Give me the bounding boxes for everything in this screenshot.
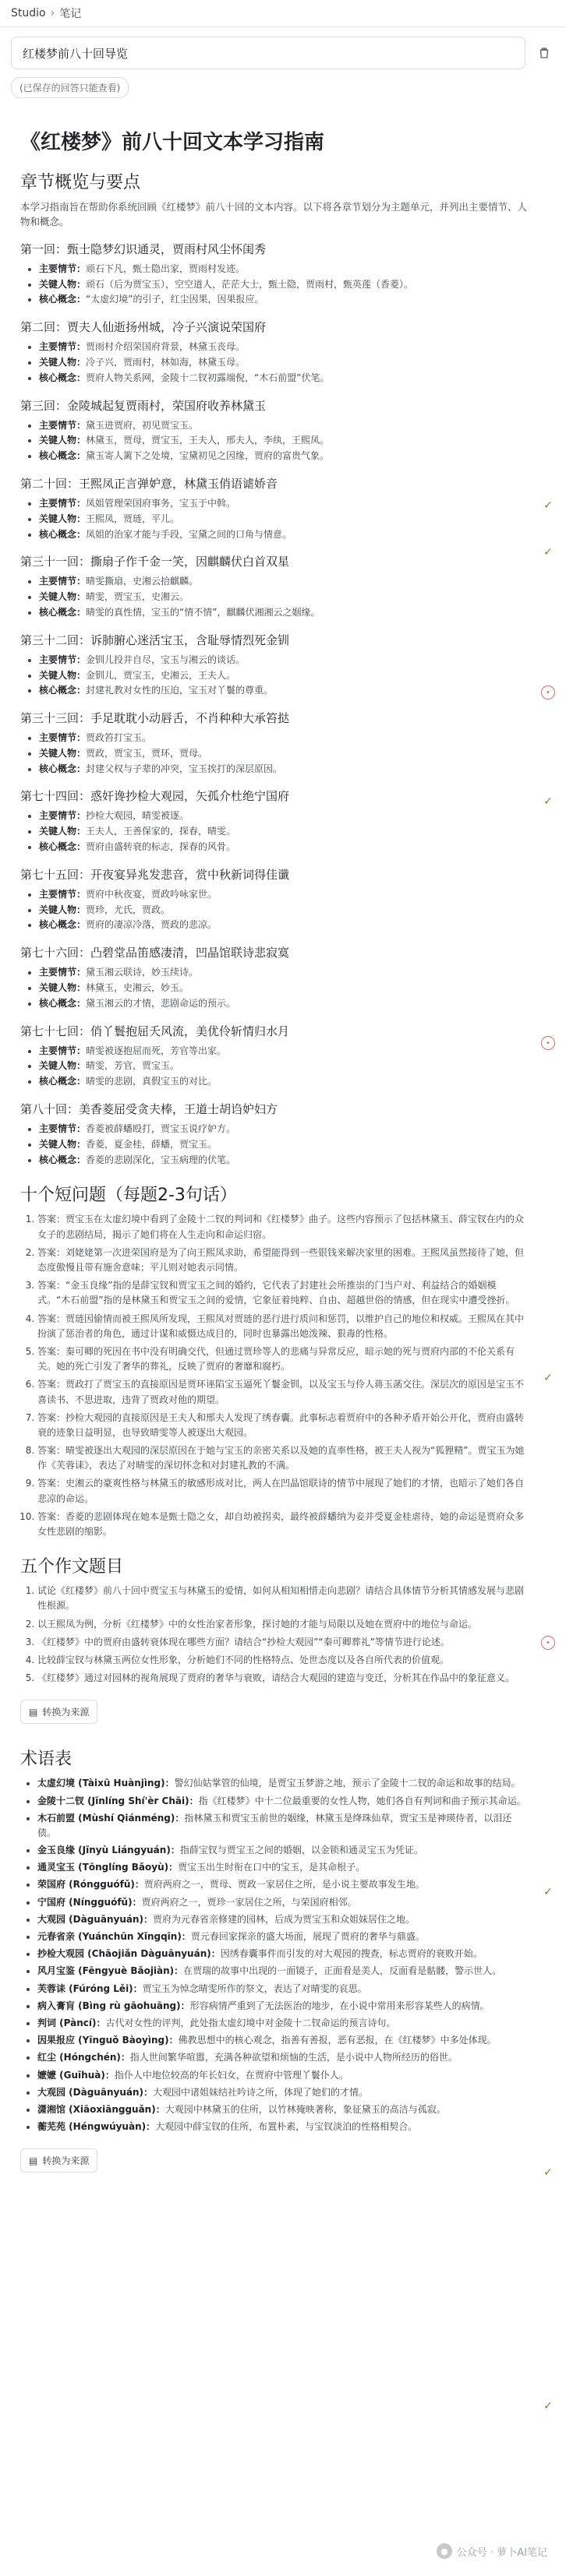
glossary-definition: 指林黛玉和贾宝玉前世的姻缘，林黛玉是绛珠仙草，贾宝玉是神瑛侍者，以泪还债。: [37, 1812, 512, 1838]
chapter-point: [39, 981, 527, 996]
point-label: 核心概念：: [39, 997, 87, 1009]
short-answer-item: 9. 答案：史湘云的豪爽性格与林黛玉的敏感形成对比，两人在凹晶馆联诗的情节中展现了她们的才情，也暗示了她们各自悲凉的命运。: [37, 1476, 527, 1506]
point-label: 主要情节：: [39, 1123, 87, 1135]
point-label: 关键人物：: [39, 1138, 87, 1150]
point-text: 贾府人物关系网，金陵十二钗初露端倪，“木石前盟”伏笔。: [86, 372, 330, 383]
point-text: 晴雯的悲剧，真假宝玉的对比。: [86, 1076, 218, 1087]
glossary-term: 通灵宝玉 (Tōnglíng Bǎoyù)：: [37, 1862, 179, 1873]
point-label: 核心概念：: [39, 294, 87, 305]
chapter-title: 第二十回：王熙凤正言弹妒意，林黛玉俏语谑娇音: [20, 476, 278, 491]
watermark-text: 公众号 · 萝卜AI笔记: [456, 2546, 547, 2559]
glossary-definition: 大观园中诸姐妹结社吟诗之所，体现了她们的才情。: [153, 2086, 369, 2098]
chapter-point: [39, 840, 527, 855]
glossary-term: 木石前盟 (Mùshí Qiánméng)：: [37, 1812, 185, 1824]
point-text: 顽石下凡，甄士隐出家，贾雨村发迹。: [86, 263, 246, 274]
point-text: 黛玉湘云联诗，妙玉续诗。: [86, 967, 199, 978]
glossary-term: 因果报应 (Yīnguǒ Bàoyìng)：: [37, 2035, 179, 2046]
point-text: 封建礼教对女性的压迫，宝玉对丫鬟的尊重。: [86, 685, 274, 696]
convert-label-bottom: 转换为来源: [42, 2155, 90, 2167]
point-text: 贾府由盛转衰的标志，探春的风骨。: [86, 841, 236, 853]
chapter-points: [39, 574, 527, 620]
short-answer-item: 5. 答案：秦可卿的死因在书中没有明确交代，但通过贾珍等人的悲痛与异常反应，暗示她的死与贾府内部的不伦关系有关。她的死亡引发了奢华的葬礼，反映了贾府的奢靡和腐朽。: [37, 1344, 527, 1374]
chapter-point: [39, 496, 527, 512]
chapter-points: [39, 809, 527, 855]
glossary-definition: 古代对女性的评判，此处指太虚幻境中对金陵十二钗命运的预言诗句。: [105, 2017, 396, 2028]
glossary-term: 元春省亲 (Yuánchūn Xǐngqīn)：: [37, 1931, 191, 1942]
chapter-point: [39, 683, 527, 699]
glossary-term: 蘅芜苑 (Héngwúyuàn)：: [37, 2121, 156, 2133]
point-text: 贾府的凄凉冷落，贾政的悲凉。: [86, 919, 218, 931]
essay-item: 2. 以王熙凤为例，分析《红楼梦》中的女性治家者形象，探讨她的才能与局限以及她在贾府中的地位与命运。: [37, 1617, 527, 1632]
essay-item: 3. 《红楼梦》中的贾府由盛转衰体现在哪些方面？请结合“抄检大观园”“秦可卿葬礼”等情节进行论述。: [37, 1635, 527, 1650]
chapter-point: [39, 574, 527, 590]
chapter-point: [39, 1153, 527, 1168]
chapter-title: 第七十四回：惑奸谗抄检大观园，矢孤介杜绝宁国府: [20, 789, 290, 804]
point-label: 主要情节：: [39, 1045, 87, 1056]
short-answer-item: 7. 答案：抄检大观园的直接原因是王夫人和邢夫人发现了绣春囊。此事标志着贾府中的各种矛盾开始公开化，贾府由盛转衰的迹象日益明显，也导致晴雯等人被逐出大观园。: [37, 1411, 527, 1440]
point-text: 黛玉湘云的才情，悲剧命运的预示。: [86, 997, 236, 1009]
chapter-points: [39, 340, 527, 386]
chapter-title: 第七十五回：开夜宴异兆发悲音，赏中秋新词得佳谶: [20, 867, 290, 882]
chapter-point: [39, 277, 527, 293]
saved-readonly-badge: (已保存的回答只能查看): [11, 77, 129, 98]
glossary-term: 抄检大观园 (Chāojiǎn Dàguānyuán)：: [37, 1948, 221, 1960]
chapter-point: [39, 433, 527, 449]
glossary-item: [37, 1776, 527, 1791]
glossary-term: 荣国府 (Róngguófǔ)：: [37, 1879, 144, 1891]
chapter-point: [39, 449, 527, 464]
point-label: 关键人物：: [39, 356, 87, 368]
breadcrumb: [0, 0, 566, 27]
breadcrumb-section: 笔记: [59, 8, 82, 20]
chapter-point: [39, 1074, 527, 1090]
chapter-point: [39, 887, 527, 903]
short-answer-item: 8. 答案：晴雯被逐出大观园的深层原因在于她与宝玉的亲密关系以及她的直率性格，被王夫人视为“狐狸精”。贾宝玉为她作《芙蓉诔》，表达了对晴雯的深切怀念和对封建礼教的不满。: [37, 1443, 527, 1473]
short-answer-item: 4. 答案：贾琏因偷情而被王熙凤所发现，王熙凤对贾琏的恶行进行质问和惩罚，以维护自己的地位和权威。王熙凤在其中扮演了惩治者的角色，通过计谋和威慑达成目的，同时也暴露出她泼辣、狠毒的性格。: [37, 1312, 527, 1341]
glossary-term: 嬷嬷 (Guīhuà)：: [37, 2069, 115, 2081]
point-label: 核心概念：: [39, 1076, 87, 1087]
point-label: 主要情节：: [39, 888, 87, 900]
glossary-item: [37, 1811, 527, 1841]
glossary-definition: 贾府为元春省亲修建的园林，后成为贾宝玉和众姐妹居住之地。: [153, 1913, 416, 1925]
watermark: [437, 2543, 547, 2559]
glossary-definition: 大观园中薛宝钗的住所，布置朴素，与宝钗淡泊的性格相契合。: [155, 2121, 418, 2133]
chapter-points: [39, 653, 527, 699]
feedback-icon[interactable]: ✓: [543, 499, 553, 512]
comment-dot-icon[interactable]: •: [541, 685, 555, 700]
chapter-title: 第八十回：美香菱屈受贪夫棒，王道士胡诌妒妇方: [20, 1102, 278, 1117]
glossary-term: 潇湘馆 (Xiāoxiāngguǎn)：: [37, 2103, 165, 2115]
chapter-point: [39, 731, 527, 746]
chapter-title: 第三十二回：诉肺腑心迷活宝玉，含耻辱情烈死金钏: [20, 633, 290, 647]
glossary-item: [37, 2085, 527, 2100]
short-answer-item: 2. 答案：刘姥姥第一次进荣国府是为了向王熙凤求助，希望能得到一些银钱来解决家里的困难。王熙凤虽然接待了她，但态度傲慢且带有施舍意味；平儿则对她表示同情。: [37, 1246, 527, 1275]
feedback-icon[interactable]: ✓: [543, 2166, 553, 2179]
point-text: 黛玉寄人篱下之处境，宝黛初见之因缘，贾府的富贵气象。: [86, 450, 330, 462]
glossary-item: [37, 2102, 527, 2117]
glossary-definition: 大观园中林黛玉的住所，以竹林掩映著称，象征黛玉的高洁与孤寂。: [164, 2103, 446, 2115]
feedback-icon[interactable]: ✓: [543, 1886, 553, 1898]
glossary-definition: 贾宝玉为悼念晴雯所作的祭文，表达了对晴雯的哀思。: [142, 1982, 367, 1994]
point-text: 晴雯，芳官，贾宝玉。: [86, 1060, 180, 1072]
essay-list: [37, 1584, 527, 1686]
glossary-item: [37, 1982, 527, 1996]
point-label: 关键人物：: [39, 278, 87, 290]
chapter-title: 第七十七回：俏丫鬟抱屈夭风流，美优伶斩情归水月: [20, 1024, 290, 1038]
glossary-item: [37, 1794, 527, 1809]
glossary-definition: 指薛宝钗与贾宝玉之间的婚姻，以金锁和通灵宝玉为凭证。: [179, 1845, 423, 1856]
point-label: 核心概念：: [39, 1154, 87, 1165]
convert-to-source-button-bottom[interactable]: [20, 2148, 97, 2173]
point-label: 主要情节：: [39, 497, 87, 509]
point-label: 关键人物：: [39, 669, 87, 681]
essay-heading: 五个作文题目: [20, 1557, 124, 1577]
chapter-point: [39, 340, 527, 355]
chapter-title: 第二回：贾夫人仙逝扬州城，冷子兴演说荣国府: [20, 320, 267, 335]
point-text: 林黛玉，贾母，贾宝玉，王夫人，邢夫人，李纨，王熙凤。: [86, 435, 330, 446]
chapter-point: [39, 605, 527, 621]
essay-item: 4. 比较薛宝钗与林黛玉两位女性形象，分析她们不同的性格特点、处世态度以及各自所代表的价值观。: [37, 1653, 527, 1668]
glossary-definition: 指仆人中地位较高的年长妇女，在贾府中管理丫鬟仆人。: [114, 2069, 348, 2081]
glossary-term: 红尘 (Hóngchén)：: [37, 2052, 130, 2063]
glossary-item: [37, 1895, 527, 1910]
note-title-bar: [0, 27, 566, 69]
glossary-item: [37, 2016, 527, 2031]
point-label: 主要情节：: [39, 967, 87, 978]
document-icon: ▤: [29, 1706, 38, 1718]
chapter-point: [39, 809, 527, 824]
point-label: 主要情节：: [39, 341, 87, 353]
point-label: 核心概念：: [39, 606, 87, 618]
point-text: 抄检大观园，晴雯被逐。: [86, 810, 189, 822]
glossary-term: 大观园 (Dàguānyuán)：: [37, 1913, 153, 1925]
glossary-definition: 指人世间繁华喧嚣，充满各种欲望和烦恼的生活，是小说中人物所经历的俗世。: [129, 2052, 458, 2063]
glossary-term: 大观园 (Dàguānyuán)：: [37, 2086, 153, 2098]
intro-text: 本学习指南旨在帮助你系统回顾《红楼梦》前八十回的文本内容。以下将各章节划分为主题单元，并列出主要情节、人物和概念。: [20, 201, 528, 228]
short-answer-item: 6. 答案：贾政打了贾宝玉的直接原因是贾环诬陷宝玉逼死丫鬟金钏，以及宝玉与伶人蒋玉菡交往。深层次的原因是宝玉不喜读书、不思进取，违背了贾政对他的期望。: [37, 1377, 527, 1407]
glossary-term: 风月宝鉴 (Fēngyuè Bǎojiàn)：: [37, 1965, 184, 1977]
chapter-point: [39, 292, 527, 308]
point-text: 晴雯被逐抱屈而死，芳官等出家。: [86, 1045, 227, 1056]
glossary-item: [37, 2120, 527, 2134]
point-label: 关键人物：: [39, 826, 87, 837]
point-text: 贾珍，尤氏，贾政。: [86, 904, 171, 915]
chapter-title: 第一回：甄士隐梦幻识通灵，贾雨村风尘怀闺秀: [20, 241, 267, 256]
point-text: 顽石（后为贾宝玉），空空道人，茫茫大士，甄士隐，贾雨村，甄英莲（香菱）。: [86, 278, 414, 290]
glossary-list: [37, 1776, 527, 2134]
chapter-point: [39, 762, 527, 777]
glossary-item: [37, 2068, 527, 2083]
chapter-point: [39, 1059, 527, 1074]
note-title-text: 红楼梦前八十回导览: [23, 46, 129, 61]
point-label: 关键人物：: [39, 1060, 87, 1072]
doc-title: 《红楼梦》前八十回文本学习指南: [20, 131, 325, 154]
glossary-definition: 形容病情严重到了无法医治的地步，在小说中常用来形容某些人的病情。: [189, 2000, 490, 2011]
chapter-point: [39, 965, 527, 981]
point-text: 香菱，夏金桂，薛蟠，贾宝玉。: [86, 1138, 218, 1150]
point-label: 关键人物：: [39, 435, 87, 446]
point-text: 金钏儿，贾宝玉，史湘云，王夫人。: [86, 669, 236, 681]
chapter-points: [39, 887, 527, 933]
point-text: 晴雯，贾宝玉，史湘云。: [86, 591, 189, 603]
glossary-term: 病入膏肓 (Bìng rù gāohuāng)：: [37, 2000, 190, 2011]
point-text: 冷子兴，贾雨村，林如海，林黛玉母。: [86, 356, 246, 368]
glossary-term: 芙蓉诔 (Fúróng Lěi)：: [37, 1982, 143, 1994]
point-text: 林黛玉，史湘云，妙玉。: [86, 982, 189, 994]
chapter-title: 第三回：金陵城起复贾雨村，荣国府收养林黛玉: [20, 398, 267, 413]
point-label: 关键人物：: [39, 904, 87, 915]
point-label: 核心概念：: [39, 685, 87, 696]
glossary-term: 宁国府 (Níngguófǔ)：: [37, 1896, 142, 1908]
point-label: 核心概念：: [39, 372, 87, 383]
chapter-point: [39, 527, 527, 543]
glossary-definition: 指《红楼梦》中十二位最重要的女性人物，她们各自有判词和曲子预示其命运。: [198, 1795, 526, 1806]
essay-item: 5. 《红楼梦》通过对园林的视角展现了贾府的奢华与衰败，请结合大观园的建造与变迁，分析其在作品中的象征意义。: [37, 1671, 527, 1686]
point-label: 关键人物：: [39, 591, 87, 603]
chapter-points: [39, 418, 527, 464]
point-text: 封建父权与子辈的冲突，宝玉挨打的深层原因。: [86, 763, 283, 774]
short-answer-item: 3. 答案：“金玉良缘”指的是薛宝钗和贾宝玉之间的婚约，它代表了封建社会所推崇的门当户对、利益结合的婚姻模式。“木石前盟”指的是林黛玉和贾宝玉之间的爱情，它象征着纯粹、自由、超越世俗的情感，但在现实中遭受挫折。: [37, 1278, 527, 1308]
chapter-point: [39, 512, 527, 527]
glossary-term: 金陵十二钗 (Jīnlíng Shí'èr Chāi)：: [37, 1795, 199, 1806]
point-label: 主要情节：: [39, 810, 87, 822]
glossary-term: 太虚幻境 (Tàixū Huànjìng)：: [37, 1778, 175, 1789]
glossary-term: 判词 (Pàncí)：: [37, 2017, 106, 2028]
point-text: 王熙凤，贾琏，平儿。: [86, 513, 180, 524]
point-label: 主要情节：: [39, 419, 87, 431]
glossary-definition: 警幻仙姑掌管的仙境，是贾宝玉梦游之地，预示了金陵十二钗的命运和故事的结局。: [174, 1778, 521, 1789]
point-text: 贾雨村介绍荣国府背景，林黛玉丧母。: [86, 341, 246, 353]
point-text: 香菱的悲剧深化，宝玉病理的伏笔。: [86, 1154, 236, 1165]
point-label: 关键人物：: [39, 513, 87, 524]
point-label: 核心概念：: [39, 919, 87, 931]
chapter-point: [39, 1122, 527, 1137]
chapter-title: 第七十六回：凸碧堂品笛感凄清，凹晶馆联诗悲寂寞: [20, 946, 290, 960]
chapter-title: 第三十三回：手足耽耽小动唇舌，不肖种种大承笞挞: [20, 711, 290, 726]
chapter-point: [39, 590, 527, 605]
essay-item: 1. 试论《红楼梦》前八十回中贾宝玉与林黛玉的爱情，如何从相知相惜走向悲剧？请结合具体情节分析其情感发展与悲剧性根源。: [37, 1584, 527, 1613]
point-text: 贾政笞打宝玉。: [86, 732, 152, 744]
point-label: 核心概念：: [39, 841, 87, 853]
short-answer-heading: 十个短问题（每题2-3句话）: [20, 1186, 237, 1206]
comment-dot-icon[interactable]: •: [541, 1036, 555, 1050]
feedback-icon[interactable]: ✓: [543, 795, 553, 808]
note-title-field[interactable]: [11, 37, 525, 69]
chapter-point: [39, 1137, 527, 1153]
point-text: 香菱被薛蟠殴打，贾宝玉说疗妒方。: [86, 1123, 236, 1135]
chevron-right-icon: ›: [50, 7, 55, 19]
glossary-heading: 术语表: [20, 1750, 73, 1770]
point-label: 主要情节：: [39, 263, 87, 274]
glossary-item: [37, 1999, 527, 2014]
glossary-item: [37, 1843, 527, 1858]
glossary-definition: 贾元春回家探亲的盛大场面，展现了贾府的奢华与鼎盛。: [190, 1931, 425, 1942]
glossary-item: [37, 1929, 527, 1944]
glossary-definition: 在贾瑞的故事中出现的一面镜子，正面看是美人，反面看是骷髅，警示世人。: [183, 1965, 502, 1977]
convert-to-source-button[interactable]: [20, 1700, 97, 1724]
chapter-point: [39, 668, 527, 684]
point-label: 核心概念：: [39, 450, 87, 462]
chapter-points: [39, 731, 527, 777]
point-label: 主要情节：: [39, 576, 87, 587]
short-answer-list: [37, 1212, 527, 1539]
chapter-points: [39, 262, 527, 308]
point-text: 贾政，贾宝玉，贾环，贾母。: [86, 747, 208, 759]
glossary-item: [37, 2050, 527, 2065]
point-text: 金钏儿投井自尽，宝玉与湘云的谈话。: [86, 654, 246, 665]
breadcrumb-app[interactable]: Studio: [11, 7, 46, 19]
chapter-point: [39, 262, 527, 277]
glossary-item: [37, 1877, 527, 1892]
wechat-logo-icon: ●: [437, 2543, 452, 2559]
point-text: “太虚幻境”的引子，红尘因果，因果报应。: [86, 294, 264, 305]
point-label: 核心概念：: [39, 763, 87, 774]
chapter-title: 第三十一回：撕扇子作千金一笑，因麒麟伏白首双星: [20, 555, 290, 569]
glossary-definition: 因绣春囊事件而引发的对大观园的搜查，标志贾府的衰败开始。: [220, 1948, 483, 1960]
feedback-icon[interactable]: ✓: [543, 1372, 553, 1384]
point-label: 核心概念：: [39, 528, 87, 540]
point-text: 贾府中秋夜宴，贾政吟咏家世。: [86, 888, 218, 900]
glossary-item: [37, 1947, 527, 1961]
convert-label: 转换为来源: [42, 1707, 90, 1718]
overview-heading: 章节概览与要点: [20, 173, 141, 192]
feedback-icon[interactable]: ✓: [543, 2400, 553, 2412]
chapter-point: [39, 996, 527, 1012]
chapter-point: [39, 418, 527, 434]
delete-icon[interactable]: [533, 42, 555, 64]
chapter-list: [20, 241, 527, 1168]
glossary-definition: 贾宝玉出生时衔在口中的宝玉，是其命根子。: [178, 1862, 366, 1873]
chapter-points: [39, 1044, 527, 1090]
point-label: 主要情节：: [39, 732, 87, 744]
chapter-point: [39, 918, 527, 933]
glossary-definition: 贾府两府之一，贾珍一家居住之所，与荣国府相邻。: [141, 1896, 357, 1908]
chapter-points: [39, 1122, 527, 1168]
point-text: 凤姐的治家才能与手段，宝黛之间的口角与情意。: [86, 528, 292, 540]
chapter-point: [39, 824, 527, 840]
point-label: 主要情节：: [39, 654, 87, 665]
short-answer-item: 1. 答案：贾宝玉在太虚幻境中看到了金陵十二钗的判词和《红楼梦》曲子。这些内容预示了包括林黛玉、薛宝钗在内的众女子的悲剧结局，揭示了她们将在人生走向和命运归宿。: [37, 1212, 527, 1242]
note-content: [0, 98, 547, 2180]
chapter-point: [39, 371, 527, 386]
chapter-point: [39, 653, 527, 668]
glossary-item: [37, 1860, 527, 1875]
point-text: 凤姐管理荣国府事务，宝玉于中斡。: [86, 497, 236, 509]
point-text: 黛玉进贾府，初见贾宝玉。: [86, 419, 199, 431]
glossary-definition: 贾府两府之一，贾母、贾政一家居住之所，是小说主要故事发生地。: [143, 1879, 425, 1891]
point-text: 王夫人，王善保家的，探春，晴雯。: [86, 826, 236, 837]
point-label: 关键人物：: [39, 747, 87, 759]
glossary-definition: 佛教思想中的核心观念，指善有善报，恶有恶报，在《红楼梦》中多处体现。: [178, 2035, 497, 2046]
document-icon: ▤: [29, 2155, 38, 2166]
feedback-icon[interactable]: ✓: [543, 546, 553, 559]
point-text: 晴雯撕扇，史湘云拾麒麟。: [86, 576, 199, 587]
glossary-item: [37, 2033, 527, 2048]
chapter-points: [39, 965, 527, 1011]
chapter-point: [39, 355, 527, 371]
point-text: 晴雯的真性情，宝玉的“情不情”，麒麟伏湘湘云之姻缘。: [86, 606, 320, 618]
chapter-point: [39, 1044, 527, 1059]
glossary-item: [37, 1912, 527, 1927]
chapter-point: [39, 903, 527, 918]
chapter-points: [39, 496, 527, 542]
chapter-point: [39, 746, 527, 762]
comment-dot-icon[interactable]: •: [541, 1636, 555, 1650]
point-label: 关键人物：: [39, 982, 87, 994]
glossary-term: 金玉良缘 (Jīnyù Liángyuán)：: [37, 1845, 180, 1856]
glossary-item: [37, 1964, 527, 1979]
short-answer-item: 10. 答案：香菱的悲剧体现在她本是甄士隐之女，却自幼被拐卖，最终被薛蟠纳为妾并受夏金桂虐待，她的命运是贾府众多女性悲剧的缩影。: [37, 1510, 527, 1539]
